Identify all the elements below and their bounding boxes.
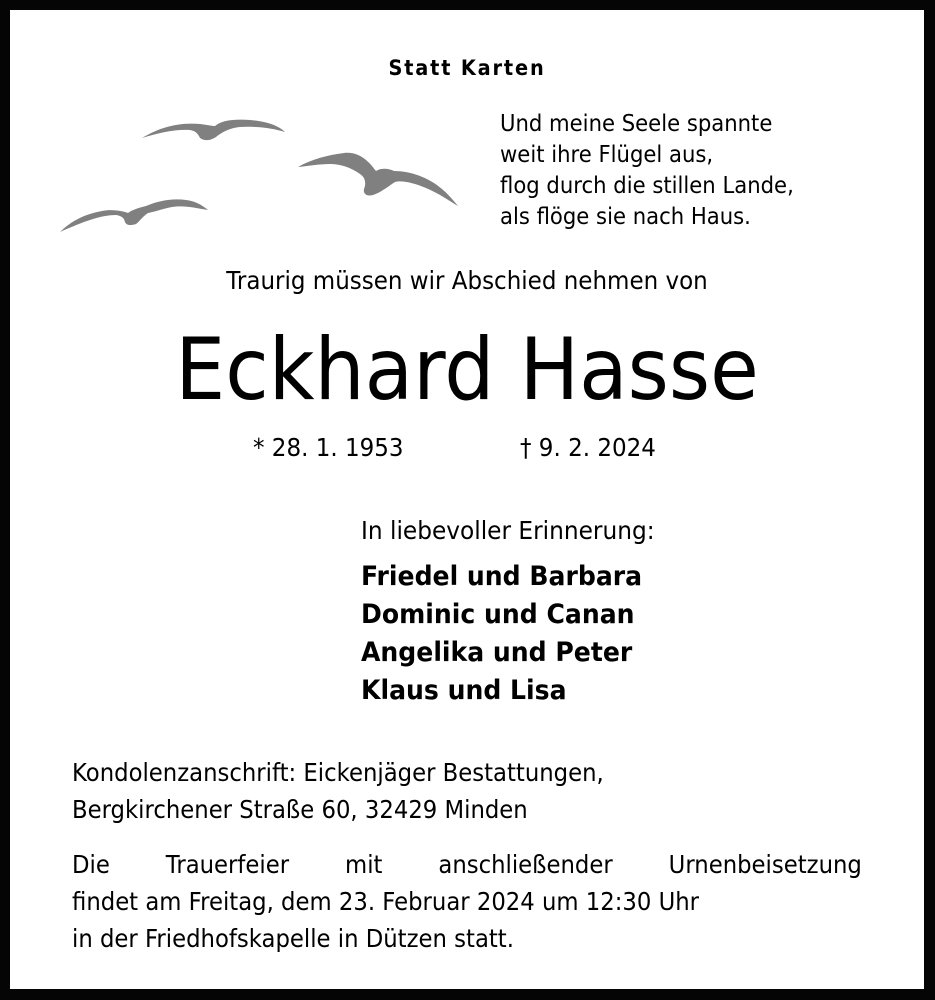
family-member: Dominic und Canan	[361, 599, 635, 630]
ceremony-info	[72, 846, 862, 957]
poem-line: flog durch die stillen Lande,	[500, 173, 794, 199]
header-statt-karten: Statt Karten	[388, 56, 546, 80]
intro-text: Traurig müssen wir Abschied nehmen von	[226, 266, 708, 295]
memory-label: In liebevoller Erinnerung:	[361, 516, 655, 545]
birth-date: * 28. 1. 1953	[253, 433, 404, 462]
ceremony-word: Urnenbeisetzung	[668, 850, 862, 879]
flying-birds-icon	[50, 105, 470, 245]
poem	[500, 109, 794, 233]
obituary-notice	[10, 10, 924, 989]
deceased-name: Eckhard Hasse	[175, 320, 759, 420]
poem-line: als flöge sie nach Haus.	[500, 204, 751, 230]
ceremony-line-1	[72, 846, 862, 883]
poem-line: Und meine Seele spannte	[500, 111, 773, 137]
family-list	[361, 558, 642, 710]
ceremony-word: Die	[72, 850, 110, 879]
address-line: Kondolenzanschrift: Eickenjäger Bestattungen,	[72, 758, 604, 787]
ceremony-line-3: in der Friedhofskapelle in Dützen statt.	[72, 924, 514, 953]
ceremony-line-2: findet am Freitag, dem 23. Februar 2024 um 12:30 Uhr	[72, 887, 700, 916]
ceremony-word: mit	[345, 850, 383, 879]
condolence-address	[72, 754, 604, 828]
death-date: † 9. 2. 2024	[520, 433, 656, 462]
family-member: Klaus und Lisa	[361, 675, 567, 706]
address-line: Bergkirchener Straße 60, 32429 Minden	[72, 795, 528, 824]
family-member: Friedel und Barbara	[361, 561, 643, 592]
family-member: Angelika und Peter	[361, 637, 633, 668]
poem-line: weit ihre Flügel aus,	[500, 142, 714, 168]
ceremony-word: Trauerfeier	[165, 850, 290, 879]
ceremony-word: anschließender	[438, 850, 613, 879]
